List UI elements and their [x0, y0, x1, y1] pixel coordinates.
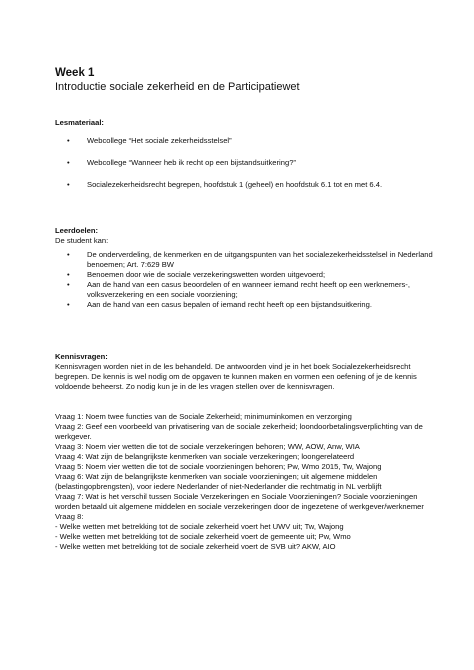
vraag-7: Vraag 7: Wat is het verschil tussen Sociale Verzekeringen en Sociale Voorzieningen? Sociale voorzieningen worden betaald uit algemene middelen en sociale verzekeringen door de ingezetene of werkgever/werknemer — [55, 492, 424, 511]
list-item — [55, 136, 435, 146]
bullet-icon: • — [67, 136, 70, 145]
leerdoelen-list — [55, 250, 435, 310]
list-item — [55, 158, 435, 168]
list-item-text: De onderverdeling, de kenmerken en de uitgangspunten van het socialezekerheidsstelsel in Nederland benoemen; Art. 7:629 BW — [87, 250, 433, 269]
vraag-4: Vraag 4: Wat zijn de belangrijkste kenmerken van sociale verzekeringen; loongerelateerd — [55, 452, 355, 461]
vraag-5: Vraag 5: Noem vier wetten die tot de sociale voorzieningen behoren; Pw, Wmo 2015, Tw, Wajong — [55, 462, 382, 471]
leerdoelen-intro: De student kan: — [55, 236, 109, 245]
vraag-8-svb: - Welke wetten met betrekking tot de sociale zekerheid voert de SVB uit? AKW, AIO — [55, 542, 336, 551]
list-item-text: Webcollege “Wanneer heb ik recht op een bijstandsuitkering?” — [87, 158, 296, 167]
bullet-icon: • — [67, 158, 70, 167]
list-item — [55, 280, 435, 300]
vraag-8-gemeente: - Welke wetten met betrekking tot de sociale zekerheid voert de gemeente uit; Pw, Wmo — [55, 532, 351, 541]
vraag-8: Vraag 8: — [55, 512, 84, 521]
bullet-icon: • — [67, 280, 70, 289]
vraag-2: Vraag 2: Geef een voorbeeld van privatisering van de sociale zekerheid; loondoorbetalingsverplichting van de werkgever. — [55, 422, 423, 441]
list-item — [55, 300, 435, 310]
list-item-text: Benoemen door wie de sociale verzekeringswetten worden uitgevoerd; — [87, 270, 326, 279]
leerdoelen-label: Leerdoelen: — [55, 226, 99, 235]
list-item — [55, 250, 435, 270]
lesmateriaal-list — [55, 136, 435, 190]
kennisvragen-intro: Kennisvragen worden niet in de les behandeld. De antwoorden vind je in het boek Socialezekerheidsrecht begrepen. De kennis is wel nodig om de opgaven te kunnen maken en vormen een oefening of je de kennis voldoende beheerst. Zo nodig kun je in de les vragen stellen over de kennisvragen. — [55, 362, 417, 391]
bullet-icon: • — [67, 250, 70, 259]
week-heading: Week 1 — [55, 67, 95, 79]
bullet-icon: • — [67, 180, 70, 189]
list-item-text: Aan de hand van een casus bepalen of iemand recht heeft op een bijstandsuitkering. — [87, 300, 372, 309]
kennisvragen-label: Kennisvragen: — [55, 352, 108, 361]
bullet-icon: • — [67, 270, 70, 279]
lesmateriaal-label: Lesmateriaal: — [55, 118, 104, 127]
document-content — [55, 66, 435, 552]
bullet-icon: • — [67, 300, 70, 309]
list-item-text: Webcollege “Het sociale zekerheidsstelsel” — [87, 136, 232, 145]
vraag-1: Vraag 1: Noem twee functies van de Sociale Zekerheid; minimuminkomen en verzorging — [55, 412, 352, 421]
list-item-text: Socialezekerheidsrecht begrepen, hoofdstuk 1 (geheel) en hoofdstuk 6.1 tot en met 6.4. — [87, 180, 383, 189]
list-item-text: Aan de hand van een casus beoordelen of en wanneer iemand recht heeft op een werknemers-, volksverzekering en een sociale voorziening; — [87, 280, 410, 299]
list-item — [55, 180, 435, 190]
vraag-3: Vraag 3: Noem vier wetten die tot de sociale verzekeringen behoren; WW, AOW, Anw, WIA — [55, 442, 360, 451]
vraag-8-uwv: - Welke wetten met betrekking tot de sociale zekerheid voert het UWV uit; Tw, Wajong — [55, 522, 344, 531]
vraag-6: Vraag 6: Wat zijn de belangrijkste kenmerken van sociale voorzieningen; uit algemene middelen (belastingopbrengsten), voor iedere Nederlander of niet-Nederlander die rechtmatig in NL verblijft — [55, 472, 382, 491]
vragen-list — [55, 412, 435, 552]
page-subtitle: Introductie sociale zekerheid en de Participatiewet — [55, 81, 300, 93]
list-item — [55, 270, 435, 280]
